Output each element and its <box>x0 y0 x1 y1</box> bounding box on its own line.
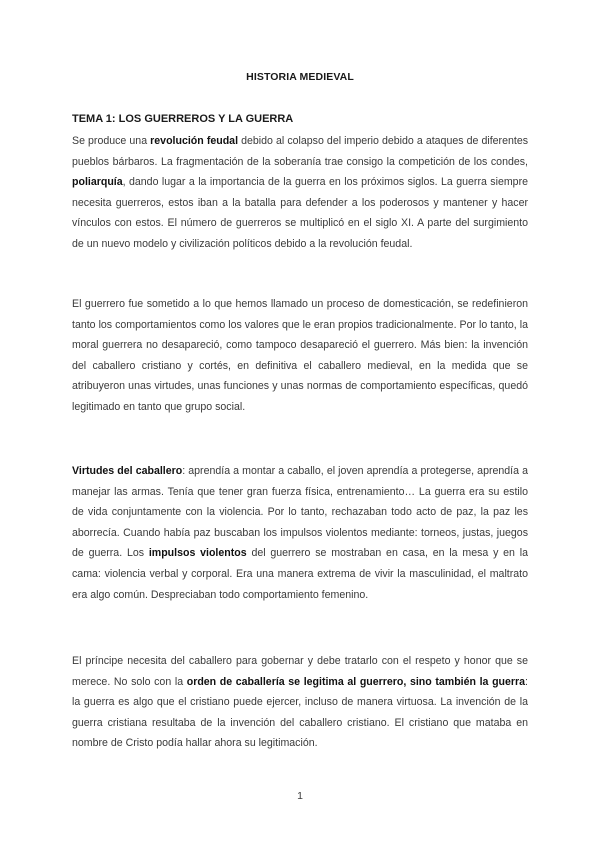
text-run: debido al colapso del imperio debido a ataques de diferentes pueblos bárbaros. La fragmentación de la soberanía trae consigo la competición de los condes, <box>72 135 529 168</box>
paragraph-virtudes-caballero <box>72 461 528 605</box>
text-run: El guerrero fue sometido a lo que hemos llamado un proceso de domesticación, se redefinieron tanto los comportamientos como los valores que le eran propios tradicionalmente. Por lo tanto, la moral guerrera no desapareció, como tampoco desapareció el guerrero. Más bien: la invención del caballero cristiano y cortés, en definitiva el caballero medieval, en la medida que se atribuyeron unas virtudes, unas funciones y unas normas de comportamiento específicas, quedó legitimado en tanto que grupo social. <box>72 298 528 413</box>
document-title: HISTORIA MEDIEVAL <box>246 71 354 83</box>
bold-term: Virtudes del caballero <box>72 465 183 477</box>
section-heading: TEMA 1: LOS GUERREROS Y LA GUERRA <box>72 113 294 125</box>
paragraph-guerra-cristiana <box>72 651 528 754</box>
text-run: : la guerra es algo que el cristiano puede ejercer, incluso de manera virtuosa. La invención de la guerra cristiana resultaba de la invención del caballero cristiano. El cristiano que mataba en nombre de Cristo podía hallar ahora su legitimación. <box>72 675 528 750</box>
paragraph-domesticacion <box>72 294 528 418</box>
text-run: : aprendía a montar a caballo, el joven aprendía a protegerse, aprendía a manejar las armas. Tenía que tener gran fuerza física, entrenamiento… La guerra era su estilo de vida conjuntamente con la violencia. Por lo tanto, rechazaban todo acto de paz, la paz les aborrecía. Cuando había paz buscaban los impulsos violentos mediante: torneos, justas, juegos de guerra. Los <box>72 465 528 560</box>
bold-term: poliarquía <box>72 176 123 189</box>
bold-term: impulsos violentos <box>148 547 247 560</box>
text-run: del guerrero se mostraban en casa, en la mesa y en la cama: violencia verbal y corporal. Era una manera extrema de vivir la masculinidad, el maltrato era algo común. Despreciaban todo comportamiento femenino. <box>72 547 528 601</box>
bold-term: revolución feudal <box>150 135 239 147</box>
page-number: 1 <box>297 790 303 802</box>
text-run: El príncipe necesita del caballero para gobernar y debe tratarlo con el respeto y honor que se merece. No solo con la <box>72 655 528 688</box>
bold-term: orden de caballería se legitima al guerrero, sino también la guerra <box>186 675 526 688</box>
text-run: , dando lugar a la importancia de la guerra en los próximos siglos. La guerra siempre necesita guerreros, estos iban a la batalla para defender a los poderosos y mantener y hacer vínculos con estos. El número de guerreros se multiplicó en el siglo XI. A parte del surgimiento de un nuevo modelo y civilización políticos debido a la revolución feudal. <box>72 176 528 250</box>
paragraph-revolucion-feudal <box>72 131 528 255</box>
text-run: Se produce una <box>72 135 151 147</box>
